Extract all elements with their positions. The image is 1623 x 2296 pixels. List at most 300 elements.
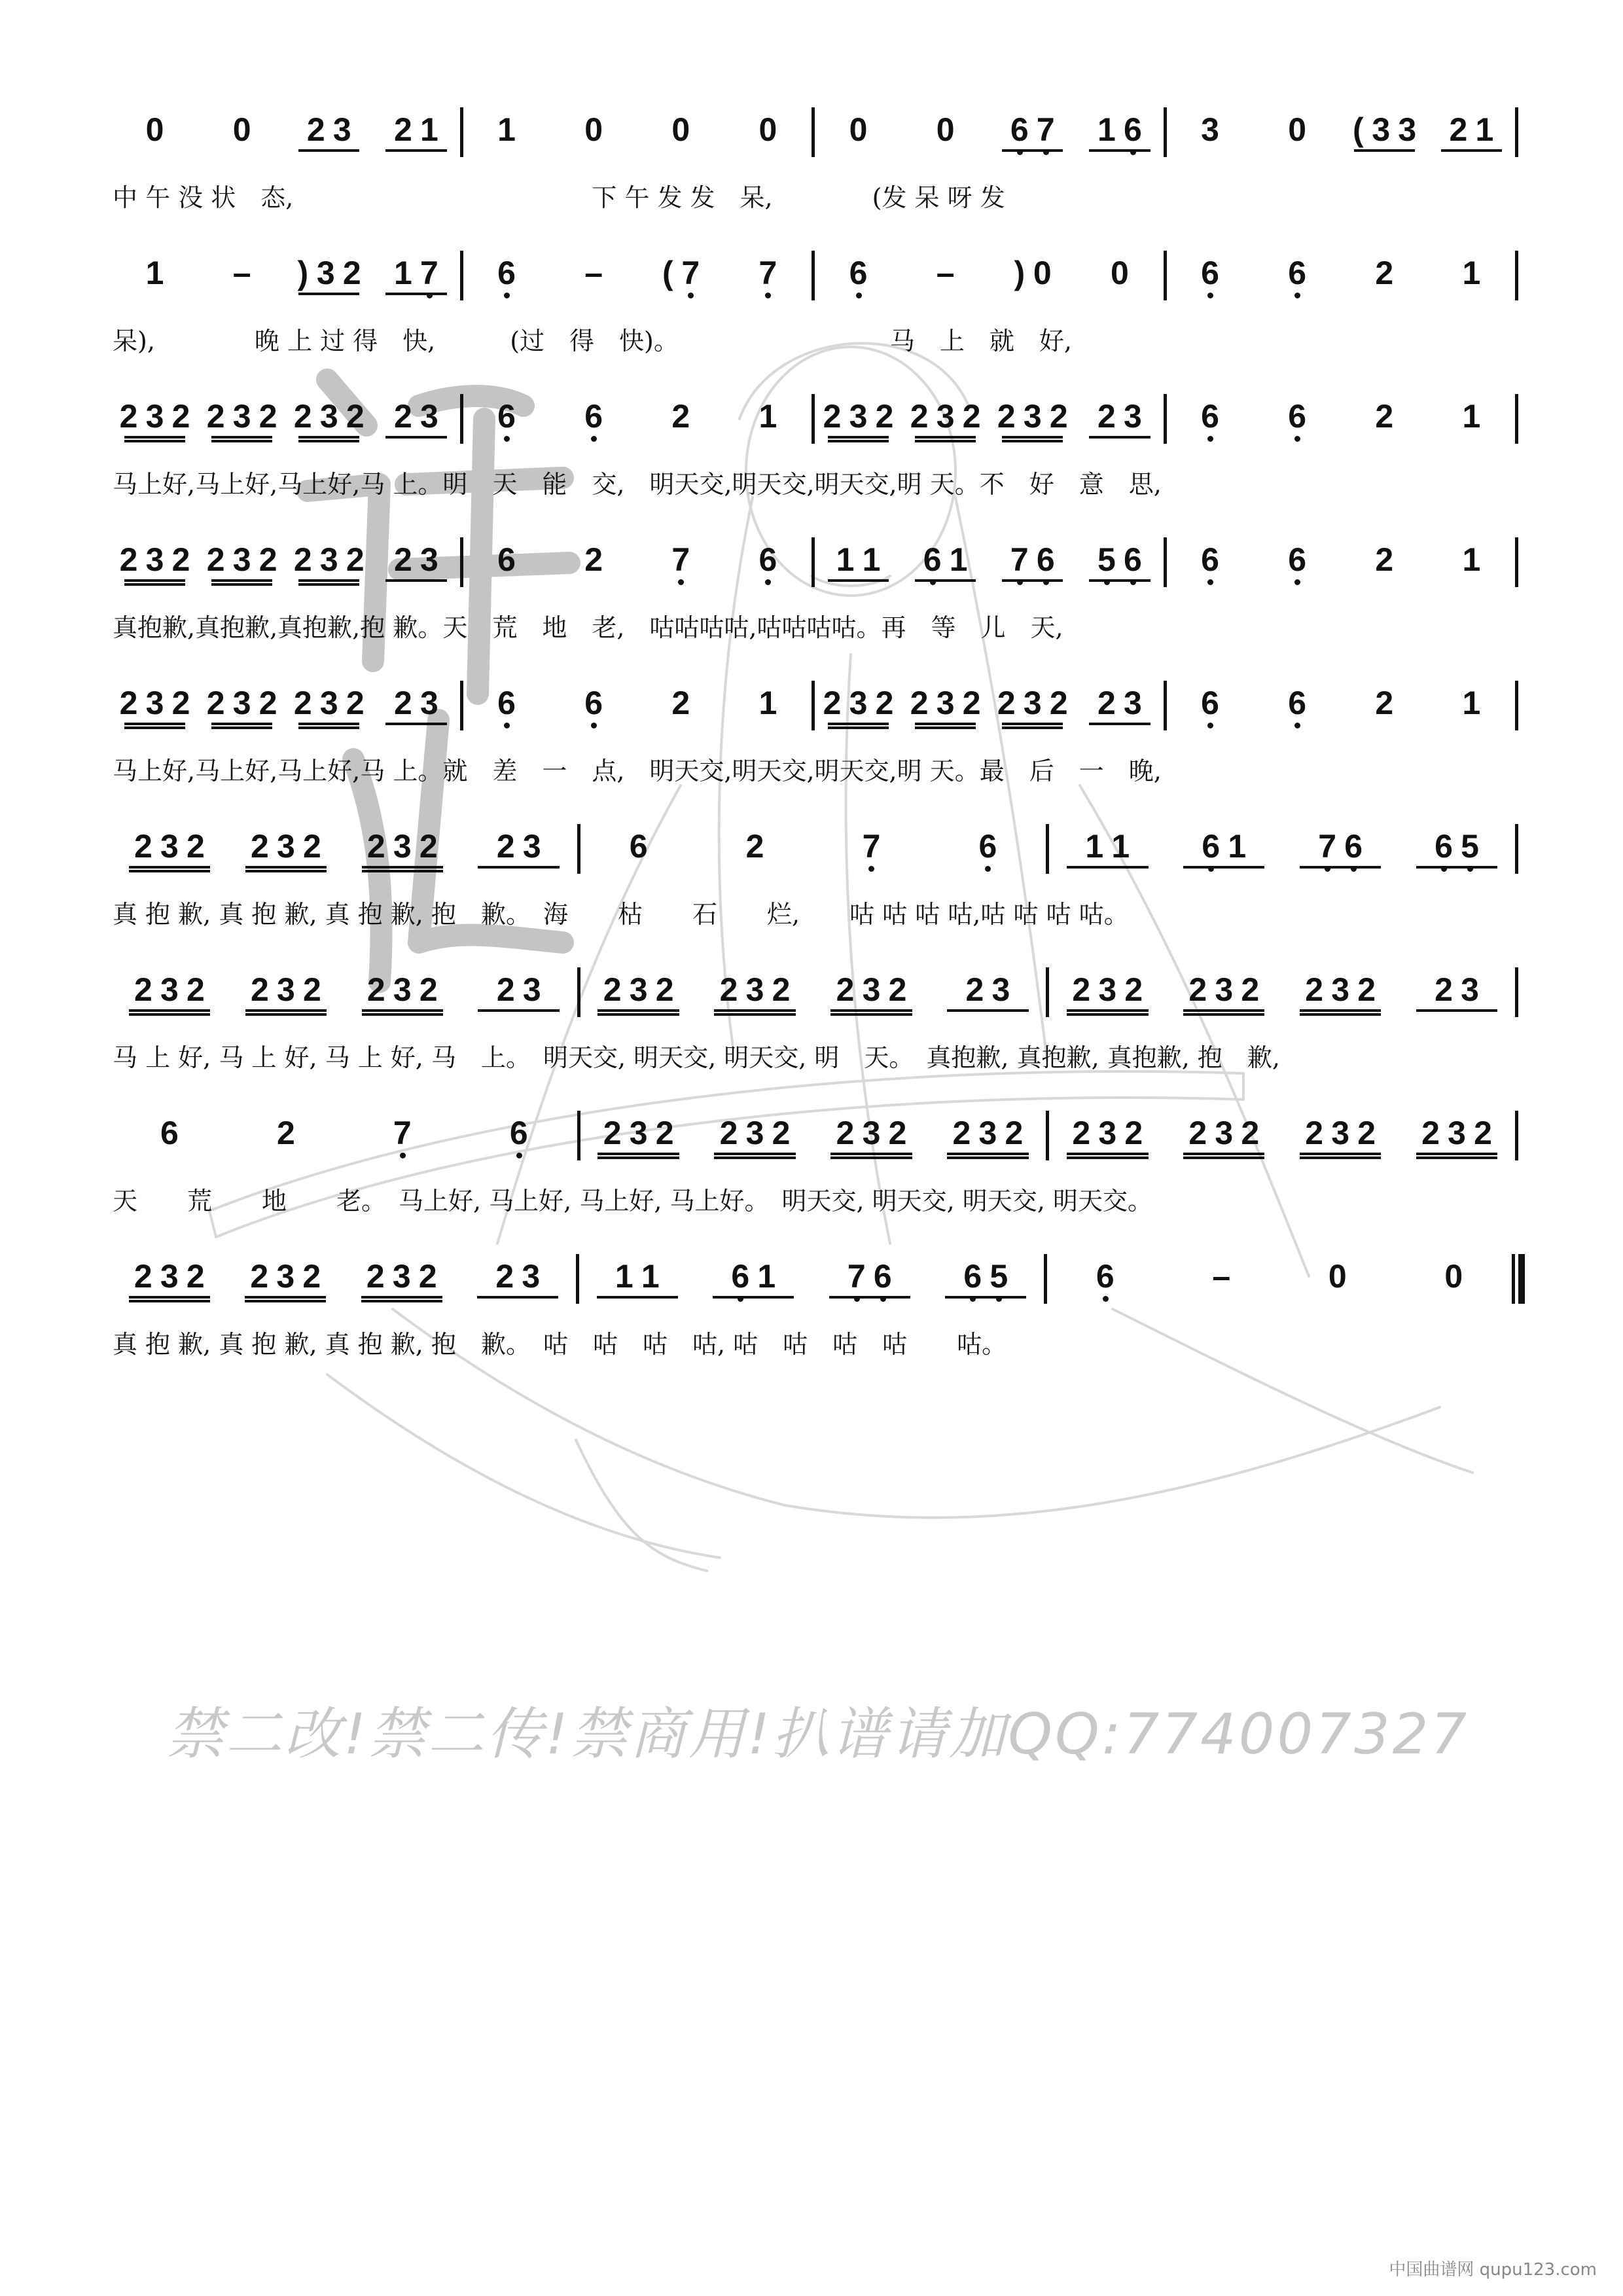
underline <box>211 726 272 729</box>
measure <box>815 685 1164 757</box>
lyrics-line: 马上好,马上好,马上好,马 上。就 差 一 点, 明天交,明天交,明天交,明 天。最 后 一 晚, <box>113 757 1162 785</box>
beat-group <box>285 541 372 586</box>
score-system <box>111 255 1518 398</box>
note: 2 <box>836 1115 855 1151</box>
notes-row <box>111 1115 1518 1187</box>
note: 3 <box>936 398 955 435</box>
beat-group <box>463 398 550 435</box>
note: 2 <box>1124 1115 1143 1151</box>
note: 0 <box>849 111 868 148</box>
note: – <box>936 255 955 291</box>
notes-row <box>111 971 1518 1043</box>
note: 0 <box>936 111 955 148</box>
measure <box>815 398 1164 470</box>
octave-dot <box>985 866 991 872</box>
underline <box>597 1153 679 1155</box>
octave-dot <box>1467 866 1473 872</box>
note: 2 <box>366 971 385 1008</box>
beat-group <box>815 398 902 442</box>
beat-group <box>580 828 697 865</box>
measure <box>1167 111 1516 183</box>
note: – <box>232 255 251 291</box>
underline <box>829 1296 910 1299</box>
octave-dot <box>1207 436 1213 442</box>
beat-group <box>344 971 461 1016</box>
beat-group <box>724 398 812 435</box>
note: 3 <box>319 685 338 721</box>
measure <box>1167 255 1516 327</box>
underline <box>362 1009 444 1012</box>
underline <box>385 436 446 439</box>
underline <box>1300 1013 1382 1016</box>
note: 6 <box>493 398 520 435</box>
underline <box>129 866 211 869</box>
underline <box>478 866 560 869</box>
underline <box>1183 866 1265 869</box>
octave-dot <box>1017 579 1023 585</box>
beat-group <box>929 971 1046 1012</box>
underline <box>828 723 889 725</box>
measure <box>111 1115 577 1187</box>
measure <box>1049 828 1515 900</box>
beat-group <box>1341 255 1428 291</box>
beat-group <box>902 541 989 582</box>
beat-group <box>1167 685 1254 721</box>
underline <box>830 1153 912 1155</box>
note: 6 <box>1120 541 1146 578</box>
note: 3 <box>522 971 541 1008</box>
note: 6 <box>1197 255 1223 291</box>
score-system <box>111 685 1518 828</box>
beat-group <box>198 255 285 291</box>
underline <box>1089 436 1150 439</box>
copyright-notice: 禁二改!禁二传!禁商用!扒谱请加QQ:774007327 <box>166 1702 1470 1767</box>
measure <box>111 828 577 900</box>
note: 6 <box>1120 111 1146 148</box>
underline <box>298 436 359 439</box>
note: 6 <box>974 828 1001 865</box>
beat-group <box>228 971 344 1016</box>
underline <box>211 440 272 442</box>
beat-group <box>344 1115 461 1151</box>
note: 2 <box>1435 971 1453 1008</box>
octave-dot <box>1207 579 1213 585</box>
beat-group <box>372 541 459 582</box>
note: 3 <box>1098 1115 1117 1151</box>
note: 2 <box>134 971 152 1008</box>
barline <box>1515 681 1518 730</box>
beat-group <box>1341 111 1428 152</box>
note: 2 <box>346 541 365 578</box>
note: 6 <box>580 685 607 721</box>
note: 3 <box>319 398 338 435</box>
underline <box>947 1157 1029 1159</box>
beat-group <box>1341 685 1428 721</box>
score-system <box>111 1258 1518 1401</box>
note: 2 <box>1305 971 1324 1008</box>
note: 0 <box>1328 1258 1347 1295</box>
note: 2 <box>418 1258 437 1295</box>
note: 2 <box>366 828 385 865</box>
underline <box>828 726 889 729</box>
note: 3 <box>420 685 438 721</box>
note: 2 <box>962 398 981 435</box>
lyrics-line: 天 荒 地 老。 马上好, 马上好, 马上好, 马上好。 明天交, 明天交, 明天交, 明天交。 <box>113 1187 1152 1215</box>
note: 5 <box>1457 828 1483 865</box>
note: 6 <box>755 541 781 578</box>
lyrics-line: 真 抱 歉, 真 抱 歉, 真 抱 歉, 抱 歉。 咕 咕 咕 咕, 咕 咕 咕 咕 咕。 <box>113 1330 1007 1359</box>
note: 2 <box>366 1258 385 1295</box>
octave-dot <box>765 579 771 585</box>
note: 2 <box>1124 971 1143 1008</box>
underline <box>385 579 446 582</box>
note: 2 <box>134 1258 152 1295</box>
note: 7 <box>677 255 704 291</box>
octave-dot <box>1207 723 1213 728</box>
note: 2 <box>671 398 690 435</box>
underline <box>1089 723 1150 725</box>
note: 2 <box>293 541 312 578</box>
beat-group <box>637 541 724 578</box>
note: 2 <box>346 398 365 435</box>
beat-group <box>1399 828 1515 869</box>
note: 1 <box>615 1258 633 1295</box>
octave-dot <box>868 866 874 872</box>
notes-row <box>111 111 1518 183</box>
note: 0 <box>232 111 251 148</box>
beat-group <box>812 1258 928 1299</box>
note: 6 <box>1340 828 1366 865</box>
note: 2 <box>119 541 138 578</box>
barline <box>1515 824 1518 874</box>
beat-group <box>1049 828 1166 869</box>
underline <box>1067 1153 1149 1155</box>
note: 1 <box>1462 541 1481 578</box>
beat-group <box>461 828 577 869</box>
note: 7 <box>844 1258 870 1295</box>
octave-dot <box>1208 866 1214 872</box>
note: 2 <box>259 685 277 721</box>
note: 6 <box>1284 398 1310 435</box>
underline <box>1416 1153 1498 1155</box>
beat-group <box>1428 398 1515 435</box>
note: 1 <box>949 541 968 578</box>
beat-group <box>228 1258 344 1302</box>
underline <box>298 149 359 152</box>
underline <box>211 579 272 582</box>
beat-group <box>461 1115 577 1151</box>
beat-group <box>285 255 372 295</box>
underline <box>298 726 359 729</box>
beat-group <box>902 111 989 148</box>
notes-row <box>111 685 1518 757</box>
beat-group <box>989 685 1076 729</box>
note: 6 <box>493 255 520 291</box>
octave-dot <box>1294 579 1300 585</box>
note: 3 <box>1215 1115 1234 1151</box>
beat-group <box>111 971 228 1016</box>
note: 3 <box>522 828 541 865</box>
note: 3 <box>862 1115 881 1151</box>
note: 2 <box>302 971 321 1008</box>
note: 2 <box>394 541 412 578</box>
underline <box>1067 866 1149 869</box>
note: 2 <box>302 828 321 865</box>
barline <box>1515 107 1518 157</box>
beat-group <box>813 971 930 1016</box>
note: 3 <box>849 685 868 721</box>
beat-group <box>989 255 1076 291</box>
lyrics-line: 中 午 没 状 态, 下 午 发 发 呆, (发 呆 呀 发 <box>113 183 1005 212</box>
underline <box>1002 579 1063 582</box>
note: 2 <box>772 1115 791 1151</box>
octave-dot <box>880 1296 886 1302</box>
note: 6 <box>1284 685 1310 721</box>
octave-dot <box>856 293 862 298</box>
underline <box>714 1153 796 1155</box>
underline <box>362 870 444 872</box>
beat-group <box>1167 111 1254 148</box>
note: 7 <box>1314 828 1340 865</box>
underline <box>245 870 327 872</box>
note: 2 <box>1375 255 1394 291</box>
beat-group <box>1049 1115 1166 1159</box>
underline <box>477 1296 558 1299</box>
note: 2 <box>836 971 855 1008</box>
note: 2 <box>250 828 269 865</box>
beat-group <box>111 1258 228 1302</box>
underline <box>714 1157 796 1159</box>
note: 2 <box>823 685 842 721</box>
measure <box>111 255 460 327</box>
note: 2 <box>250 971 269 1008</box>
beat-group <box>550 111 637 148</box>
note: 2 <box>603 1115 622 1151</box>
underline <box>1416 1009 1498 1012</box>
underline <box>1183 1153 1265 1155</box>
underline <box>298 579 359 582</box>
beat-group <box>724 255 812 291</box>
note: 3 <box>1023 398 1042 435</box>
octave-dot <box>1043 149 1049 155</box>
note: 2 <box>1049 685 1068 721</box>
octave-dot <box>854 1296 860 1302</box>
note: 2 <box>1072 1115 1091 1151</box>
octave-dot <box>591 723 597 728</box>
note: 3 <box>145 398 164 435</box>
beat-group <box>550 685 637 721</box>
note: 6 <box>629 828 648 865</box>
note: 3 <box>232 398 251 435</box>
note: 1 <box>1462 685 1481 721</box>
note: 3 <box>160 828 179 865</box>
note: 3 <box>145 541 164 578</box>
note: 3 <box>978 1115 997 1151</box>
note: 2 <box>910 685 929 721</box>
note: 2 <box>302 1258 321 1295</box>
barline <box>1515 251 1518 300</box>
parenthesis: ) <box>1014 255 1026 291</box>
note: 3 <box>232 541 251 578</box>
beat-group <box>637 398 724 435</box>
beat-group <box>1166 828 1282 869</box>
octave-dot <box>1294 293 1300 298</box>
score-system <box>111 398 1518 541</box>
beat-group <box>550 255 637 291</box>
underline <box>1002 440 1063 442</box>
note: 3 <box>160 971 179 1008</box>
underline <box>915 726 976 729</box>
beat-group <box>1428 255 1515 291</box>
note: 2 <box>1305 1115 1324 1151</box>
note: 2 <box>293 685 312 721</box>
note: 6 <box>1284 255 1310 291</box>
note: 0 <box>1288 111 1307 148</box>
note: 3 <box>1124 398 1142 435</box>
measure <box>111 1258 576 1330</box>
note: 2 <box>250 1258 269 1295</box>
note: 3 <box>745 971 764 1008</box>
note: 7 <box>858 828 884 865</box>
note: 2 <box>1005 1115 1024 1151</box>
octave-dot <box>516 1153 522 1158</box>
underline <box>1002 726 1063 729</box>
note: 2 <box>346 685 365 721</box>
measure <box>815 111 1164 183</box>
underline <box>1300 1009 1382 1012</box>
underline <box>915 440 976 442</box>
underline <box>245 866 327 869</box>
note: 1 <box>1462 398 1481 435</box>
notes-row <box>111 828 1518 900</box>
note: 3 <box>1215 971 1234 1008</box>
underline <box>129 1013 211 1016</box>
lyrics-line: 马上好,马上好,马上好,马 上。明 天 能 交, 明天交,明天交,明天交,明 天。不 好 意 思, <box>113 470 1162 499</box>
final-barline <box>1512 1254 1518 1304</box>
octave-dot <box>688 293 694 298</box>
beat-group <box>372 111 459 152</box>
note: 2 <box>496 971 515 1008</box>
beat-group <box>637 685 724 721</box>
note: 6 <box>919 541 946 578</box>
beat-group <box>815 541 902 582</box>
note: 3 <box>862 971 881 1008</box>
beat-group <box>1396 1258 1512 1295</box>
underline <box>915 579 976 582</box>
underline <box>361 1296 442 1299</box>
note: 6 <box>1284 541 1310 578</box>
lyrics-line: 呆), 晚 上 过 得 快, (过 得 快)。 马 上 就 好, <box>113 327 1072 355</box>
underline <box>1002 149 1063 152</box>
beat-group <box>461 971 577 1012</box>
octave-dot <box>930 579 936 585</box>
note: 1 <box>758 398 777 435</box>
note: 2 <box>584 541 603 578</box>
measure <box>1049 971 1515 1043</box>
note: 2 <box>419 828 438 865</box>
measure <box>815 255 1164 327</box>
note: 2 <box>1049 398 1068 435</box>
note: 6 <box>870 1258 896 1295</box>
measure <box>580 971 1046 1043</box>
underline <box>597 1013 679 1016</box>
beat-group <box>285 685 372 729</box>
underline <box>1354 149 1415 152</box>
score-system <box>111 1115 1518 1258</box>
note: 3 <box>276 971 295 1008</box>
underline <box>298 440 359 442</box>
underline <box>828 440 889 442</box>
underline <box>828 579 889 582</box>
beat-group <box>1254 398 1341 435</box>
note: – <box>584 255 603 291</box>
note: 7 <box>416 255 442 291</box>
beat-group <box>1254 111 1341 148</box>
note: 1 <box>836 541 855 578</box>
beat-group <box>902 398 989 442</box>
note: 2 <box>997 685 1016 721</box>
beat-group <box>1167 541 1254 578</box>
octave-dot <box>996 1296 1002 1302</box>
beat-group <box>111 398 198 442</box>
note: 1 <box>1085 828 1104 865</box>
note: 3 <box>849 398 868 435</box>
note: 3 <box>160 1258 179 1295</box>
underline <box>1067 1013 1149 1016</box>
note: 3 <box>392 1258 411 1295</box>
underline <box>129 1009 211 1012</box>
note: 3 <box>629 971 648 1008</box>
underline <box>1067 1157 1149 1159</box>
beat-group <box>1254 685 1341 721</box>
beat-group <box>696 1258 812 1299</box>
note: 2 <box>888 1115 907 1151</box>
beat-group <box>550 398 637 435</box>
note: 1 <box>1111 828 1130 865</box>
note: 3 <box>1448 1115 1466 1151</box>
beat-group <box>1167 255 1254 291</box>
beat-group <box>580 1115 697 1159</box>
underline <box>385 293 446 295</box>
beat-group <box>111 255 198 291</box>
note: 3 <box>276 1258 295 1295</box>
beat-group <box>463 255 550 291</box>
note: 2 <box>171 541 190 578</box>
beat-group <box>372 685 459 725</box>
note: 2 <box>259 398 277 435</box>
note: 2 <box>419 971 438 1008</box>
note: 3 <box>991 971 1010 1008</box>
underline <box>945 1296 1026 1299</box>
beat-group <box>198 685 285 729</box>
beat-group <box>724 111 812 148</box>
note: 2 <box>745 828 764 865</box>
note: 7 <box>389 1115 416 1151</box>
note: 6 <box>1198 828 1224 865</box>
note: 2 <box>875 685 894 721</box>
underline <box>828 436 889 439</box>
jianpu-score <box>111 111 1518 1401</box>
underline <box>1300 1157 1382 1159</box>
beat-group <box>1279 1258 1396 1295</box>
note: 2 <box>655 971 674 1008</box>
note: 2 <box>119 685 138 721</box>
note: 2 <box>1188 971 1207 1008</box>
note: 2 <box>888 971 907 1008</box>
underline <box>124 436 185 439</box>
note: 2 <box>1375 541 1394 578</box>
measure <box>463 111 812 183</box>
